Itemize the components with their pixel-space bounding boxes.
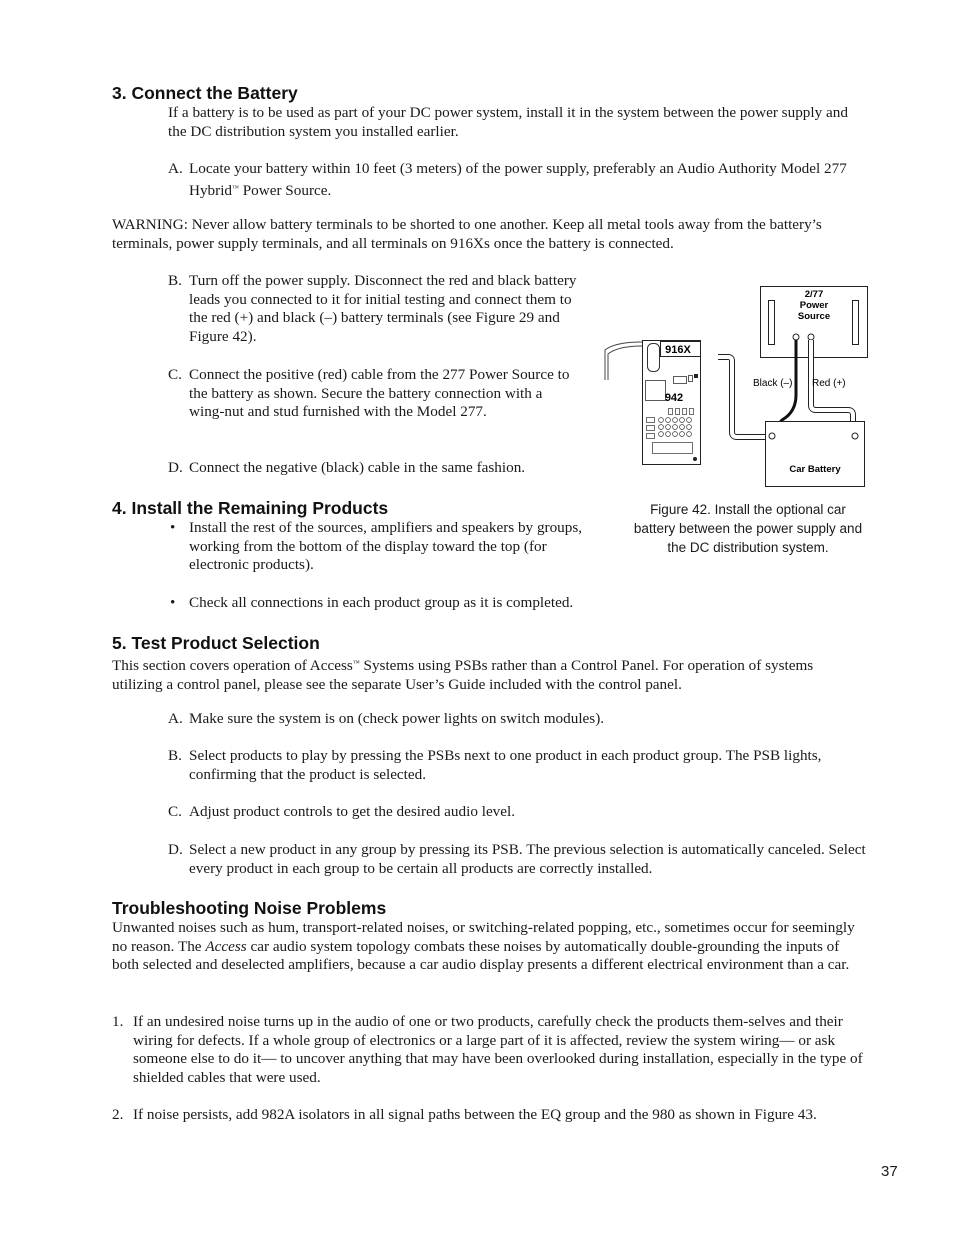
- unit-916x-label: 916X: [665, 344, 691, 356]
- section-5-step-b: B. Select products to play by pressing the PSBs next to one product in each product group. The PSB lights, confirming that the product is selected.: [168, 747, 822, 783]
- module-916x-942: [643, 341, 701, 465]
- black-wire-label: Black (–): [753, 378, 793, 389]
- gray-cable: [718, 357, 772, 437]
- red-wire-label: Red (+): [812, 378, 846, 389]
- section-5-intro: This section covers operation of Access™ Systems using PSBs rather than a Control Panel. For operation of systems utilizing a control panel, please see the separate User’s Guide included with the control panel.: [112, 657, 814, 693]
- section-4-bullet-1: • Install the rest of the sources, amplifiers and speakers by groups, working from the bottom of the display toward the top (for electronic products).: [170, 519, 583, 574]
- figure-42-diagram: [600, 280, 875, 495]
- section-5-heading: 5. Test Product Selection: [112, 633, 320, 653]
- car-battery-label: Car Battery: [789, 464, 841, 475]
- section-5-step-c: C. Adjust product controls to get the desired audio level.: [168, 803, 516, 820]
- section-3-step-d: D. Connect the negative (black) cable in the same fashion.: [168, 459, 526, 476]
- step-label: A.: [168, 160, 183, 177]
- red-terminal: [808, 334, 814, 340]
- section-3-heading: 3. Connect the Battery: [112, 83, 298, 103]
- car-battery-box: [766, 422, 865, 487]
- section-5-step-d: D. Select a new product in any group by pressing its PSB. The previous selection is automatically canceled. Select every product in each group to be certain all products are correctly installed.: [168, 841, 866, 877]
- troubleshooting-intro: Unwanted noises such as hum, transport-related noises, or switching-related popping, etc., sometimes occur for seemingly no reason. The Access car audio system topology combats these noises by automatically double-grounding the inputs of both selected and deselected amplifiers, because a car audio display presents a different electrical environment than a car.: [112, 919, 855, 974]
- section-4-heading: 4. Install the Remaining Products: [112, 498, 389, 518]
- page-number: 37: [881, 1163, 898, 1180]
- warning-text: WARNING: Never allow battery terminals to be shorted to one another. Keep all metal tools away from the battery’s terminals, power supply terminals, and all terminals on 916Xs once the battery is connected.: [112, 216, 822, 252]
- power-source-label-1: 2/77: [804, 289, 824, 300]
- power-source-label-2: Power: [799, 300, 829, 311]
- unit-942-label: 942: [664, 392, 684, 404]
- power-source-label-3: Source: [797, 311, 831, 322]
- figure-42-caption: Figure 42. Install the optional car battery between the power supply and the DC distribution system.: [633, 502, 863, 555]
- black-terminal: [793, 334, 799, 340]
- section-3-step-a: A. Locate your battery within 10 feet (3 meters) of the power supply, preferably an Audio Authority Model 277 Hybrid™ Power Source.: [168, 160, 847, 199]
- section-3-intro: If a battery is to be used as part of your DC power system, install it in the system between the power supply and the DC distribution system you installed earlier.: [168, 104, 848, 140]
- section-4-bullet-2: • Check all connections in each product group as it is completed.: [170, 594, 574, 611]
- troubleshooting-item-1: 1. If an undesired noise turns up in the audio of one or two products, carefully check the products them-selves and their wiring for defects. If a whole group of electronics or a large part of it is affected, review the system wiring— or ask someone else to do it— to uncover anything that may have been overlooked during installation, especially in the type of shielded cables that were used.: [112, 1013, 863, 1086]
- section-3-step-b: B. Turn off the power supply. Disconnect the red and black battery leads you connected to it for initial testing and connect them to the red (+) and black (–) battery terminals (see Figure 29 and Figure 42).: [168, 272, 577, 345]
- troubleshooting-heading: Troubleshooting Noise Problems: [112, 898, 387, 918]
- section-5-step-a: A. Make sure the system is on (check power lights on switch modules).: [168, 710, 605, 727]
- troubleshooting-item-2: 2. If noise persists, add 982A isolators in all signal paths between the EQ group and the 980 as shown in Figure 43.: [112, 1106, 817, 1123]
- section-3-step-c: C. Connect the positive (red) cable from the 277 Power Source to the battery as shown. Secure the battery connection with a wing-nut and stud furnished with the Model 277.: [168, 366, 570, 421]
